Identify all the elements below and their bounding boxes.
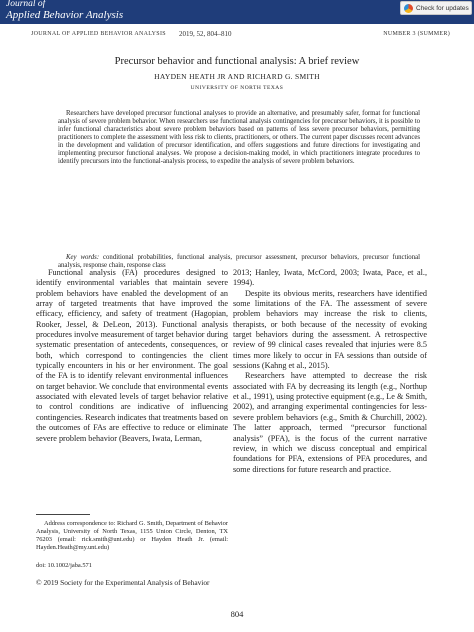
doi-line[interactable]: doi: 10.1002/jaba.571 (36, 562, 92, 569)
body-left-column (36, 268, 228, 444)
journal-logo (6, 0, 123, 21)
article-title: Precursor behavior and functional analysis: A brief review (114, 56, 360, 67)
check-for-updates-button[interactable] (400, 1, 472, 15)
page-number: 804 (230, 609, 244, 619)
journal-logo-line1: Journal of (6, 0, 46, 9)
keywords-label: Key words: (66, 254, 100, 261)
limitations-paragraph: Despite its obvious merits, researchers have identified some limitations of the FA. The assessment of severe problem behaviors may increase the risk to clients, therapists, or both because of the necessity of evoking target behaviors during the assessment. A retrospective review of 99 clinical cases revealed that injuries were 8.5 times more likely to occur in FA sessions than outside of sessions (Kahng et al., 2015). (233, 288, 427, 371)
risk-reduction-paragraph: Researchers have attempted to decrease the risk associated with FA by decreasing its length (e.g., Northup et al., 1991), using protective equipment (e.g., Le & Smith, 2002), and arranging experimental contingencies for less-severe problem behaviors (e.g., Smith & Churchill, 2002). The latter approach, termed “precursor functional analysis” (PFA), is the focus of the current narrative review, in which we discuss conceptual and empirical foundations for PFA, extensions of PFA procedures, and some directions for future research and practice. (233, 371, 427, 474)
crossmark-icon (404, 4, 413, 13)
keywords-list: conditional probabilities, functional analysis, precursor assessment, precursor behaviors, precursor functional analysis, response chain, response class (58, 254, 421, 270)
body-right-column (233, 268, 427, 475)
journal-header-band (0, 0, 474, 24)
intro-paragraph: Functional analysis (FA) procedures designed to identify environmental variables that maintain severe problem behaviors have enabled the development of an array of targeted treatments that have improved the efficacy, efficiency, and safety of treatment (Hagopian, Rooker, Jessel, & DeLeon, 2013). Functional analysis procedures involve measurement of target behavior during systematic presentation of antecedents, consequences, or both, which correspond to contingencies the client typically encounters in his or her environment. The goal of the FA is to identify relevant environmental influences on target behavior. We conclude that environmental events associated with elevated levels of target behavior relative to control conditions are indicative of influencing contingencies. Research indicates that treatments based on the outcomes of FAs are effective to reduce or eliminate severe problem behavior (Beavers, Iwata, Lerman, (36, 268, 228, 443)
running-head-issue: NUMBER 3 (SUMMER) (383, 31, 450, 37)
running-head-volume: 2019, 52, 804–810 (179, 30, 232, 38)
article-authors: HAYDEN HEATH JR AND RICHARD G. SMITH (154, 72, 320, 81)
copyright-notice: © 2019 Society for the Experimental Analysis of Behavior (36, 578, 210, 587)
correspondence-footnote: Address correspondence to: Richard G. Smith, Department of Behavior Analysis, University of North Texas, 1155 Union Circle, Denton, TX 76203 (email: rick.smith@unt.edu) or Hayden Heath Jr. (email: Hayden.Heath@my.unt.edu) (36, 520, 228, 552)
article-affiliation: UNIVERSITY OF NORTH TEXAS (190, 85, 284, 91)
running-head (31, 31, 450, 41)
abstract: Researchers have developed precursor functional analyses to provide an alternative, and presumably safer, format for functional analysis of severe problem behavior. When researchers use functional analysis contingencies for precursor behaviors, it is possible to infer functional characteristics about severe problem behaviors based on patterns of less severe precursor behaviors, permitting practitioners to complete the assessment with less risk to clients, practitioners, or others. The current paper discusses recent advances in the development and validation of precursor identification, and offers suggestions and future directions for investigating and implementing precursor functional analyses. We propose a decision-making model, in which practitioners integrate procedures to identify precursors into the functional-analysis process, to expedite the analysis of severe problem behaviors. (58, 110, 420, 166)
intro-paragraph-continued: 2013; Hanley, Iwata, McCord, 2003; Iwata, Pace, et al., 1994). (233, 268, 427, 288)
check-for-updates-label: Check for updates (416, 4, 469, 12)
journal-logo-line2: Applied Behavior Analysis (6, 8, 124, 21)
running-head-journal: JOURNAL OF APPLIED BEHAVIOR ANALYSIS (31, 31, 166, 37)
footnote-divider (36, 514, 90, 515)
